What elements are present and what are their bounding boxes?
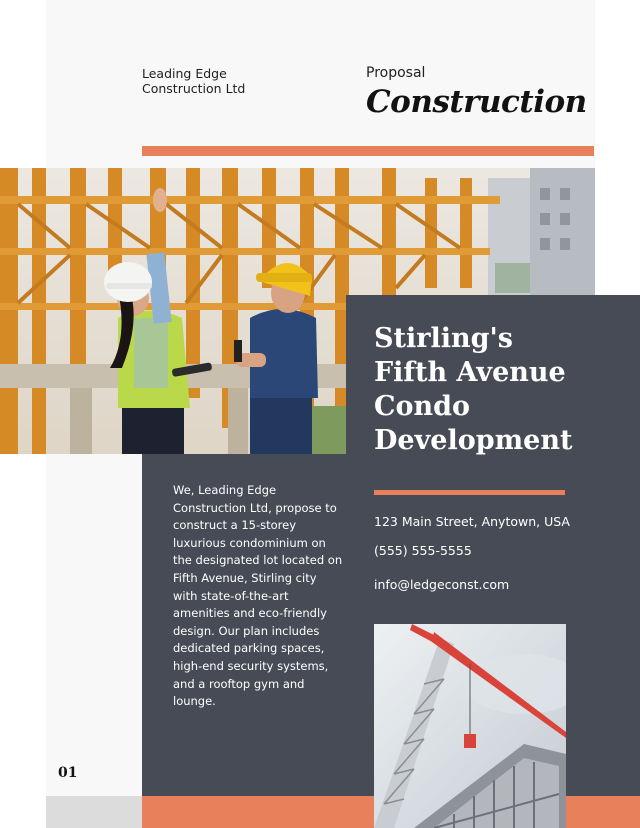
project-description: We, Leading Edge Construction Ltd, propose to construct a 15-storey luxurious condominium on the designated lot located on Fifth Avenue, Stirling city with state-of-the-art amenities and eco-friendly design. Our plan includes dedicated parking spaces, high-end security systems, and a rooftop gym and lounge.	[173, 483, 343, 709]
accent-bar-mid	[374, 490, 565, 495]
page-number: 01	[58, 765, 78, 781]
contact-email: info@ledgeconst.com	[374, 577, 510, 592]
contact-address: 123 Main Street, Anytown, USA	[374, 514, 570, 529]
contact-phone: (555) 555-5555	[374, 543, 472, 558]
project-heading: Stirling's Fifth Avenue Condo Development	[374, 323, 573, 456]
page-title: Construction	[366, 84, 587, 120]
footer-gray-block	[46, 796, 142, 828]
crane-photo	[374, 624, 566, 828]
company-name: Leading Edge Construction Ltd	[142, 66, 246, 96]
proposal-label: Proposal	[366, 65, 426, 81]
accent-bar-top	[142, 146, 594, 156]
